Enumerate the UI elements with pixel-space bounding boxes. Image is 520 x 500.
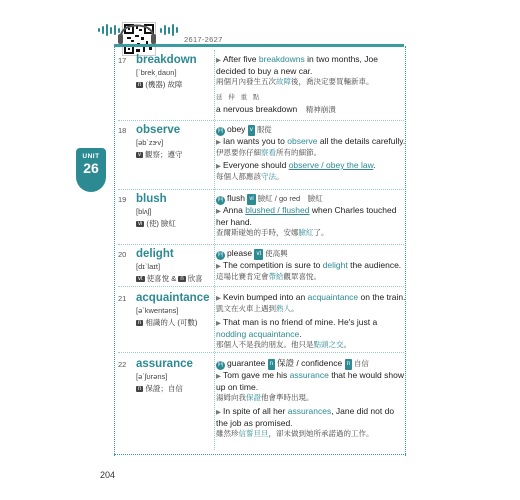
bullet-icon: ▶ — [216, 139, 221, 146]
part-of-speech: n 相識的人 (可數) — [138, 318, 198, 327]
headword: observe — [136, 124, 181, 136]
extension-label: 延 伸 重 點 — [216, 94, 262, 101]
vocab-entry: 17 breakdown [ˋbrek͵daʊn] n (機器) 故障 ▶ After five breakdowns in two months, Joe decided to buy a new car. 兩個月內發生五次故障後，喬決定要買輛新車。 延 伸 重 點 a nervous breakdown 精神崩潰 — [118, 54, 404, 120]
part-of-speech: vt 使喜悅 & n 欣喜 — [138, 274, 203, 283]
phonetic: [blʌʃ] — [136, 207, 152, 216]
vocab-entry: 20 delight [dɪˋlaɪt] vt 使喜悅 & n 欣喜 同 please vt 使高興 ▶ The competition is sure to delight the audience. 這場比賽肯定會帶給觀眾喜悅。 — [118, 248, 404, 284]
phonetic: [əˋʃʊrəns] — [136, 372, 168, 381]
phonetic: [əbˋzɝv] — [136, 138, 164, 147]
bullet-icon: ▶ — [216, 263, 221, 270]
bullet-icon: ▶ — [216, 163, 221, 170]
part-of-speech: v 觀察；遵守 — [138, 150, 183, 159]
part-of-speech: n (機器) 故障 — [138, 80, 183, 89]
left-border — [114, 46, 115, 456]
entry-divider — [118, 352, 404, 353]
synonym-icon: 同 — [217, 362, 224, 368]
page-header — [98, 20, 408, 46]
synonym-icon: 同 — [217, 128, 224, 134]
headword: delight — [136, 248, 174, 260]
bottom-border — [114, 454, 406, 455]
page-number: 204 — [100, 470, 116, 480]
example-sentence: 同 please vt 使高興 ▶ The competition is sure to delight the audience. 這場比賽肯定會帶給觀眾喜悅。 — [216, 248, 402, 281]
example-sentence: ▶ After five breakdowns in two months, Joe decided to buy a new car. 兩個月內發生五次故障後，喬決定要買輛新車。 延 伸 重 點 a nervous breakdown 精神崩潰 — [216, 54, 406, 115]
example-sentence: 同 guarantee n 保證 / confidence n 自信 ▶ Tom gave me his assurance that he would show up on time. 湯姆向我保證他會準時出現。 ▶ In spite of all her assurances, Jane did not do the job as promised. 雖然珍信誓旦旦，卻未做到她所承諾過的工作。 — [216, 358, 404, 438]
headword: acquaintance — [136, 292, 210, 304]
vocab-entry: 18 observe [əbˋzɝv] v 觀察；遵守 同 obey v 服從 ▶ Ian wants you to observe all the details carefully. 伊恩要你仔細察看所有的細節。 ▶ Everyone should observe / obey the law. 每個人都應該守法。 — [118, 124, 404, 190]
entry-divider — [118, 189, 404, 190]
headword: blush — [136, 193, 167, 205]
bullet-icon: ▶ — [216, 208, 221, 215]
bullet-icon: ▶ — [216, 320, 221, 327]
bullet-icon: ▶ — [216, 409, 221, 416]
synonym-icon: 同 — [217, 252, 224, 258]
vocab-entry: 19 blush [blʌʃ] vi (使) 臉紅 同 flush vi 臉紅 / go red 臉紅 ▶ Anna blushed / flushed when Charles touched her hand. 查爾斯碰她的手時，安娜臉紅了。 — [118, 193, 404, 243]
headword: assurance — [136, 358, 193, 370]
bullet-icon: ▶ — [216, 57, 221, 64]
soundwave-icon — [98, 24, 120, 36]
top-rule — [114, 44, 404, 47]
entry-divider — [118, 244, 404, 245]
phonetic: [əˋkwentəns] — [136, 306, 179, 315]
track-range: 2617-2627 — [184, 35, 223, 44]
example-sentence: 同 obey v 服從 ▶ Ian wants you to observe all the details carefully. 伊恩要你仔細察看所有的細節。 ▶ Everyone should observe / obey the law. 每個人都應該守法。 — [216, 124, 406, 181]
bullet-icon: ▶ — [216, 295, 221, 302]
vocab-entry: 21 acquaintance [əˋkwentəns] n 相識的人 (可數) ▶ Kevin bumped into an acquaintance on the train. 凱文在火車上遇到熟人。 ▶ That man is no friend of mine. He's just a nodding acquaintance. 那個人不是我的朋友。他只是點頭之交。 — [118, 292, 404, 352]
bullet-icon: ▶ — [216, 373, 221, 380]
phonetic: [dɪˋlaɪt] — [136, 262, 161, 271]
synonym-icon: 同 — [217, 197, 224, 203]
entry-divider — [118, 286, 404, 287]
part-of-speech: vi (使) 臉紅 — [138, 219, 176, 228]
phonetic: [ˋbrek͵daʊn] — [136, 68, 177, 77]
headword: breakdown — [136, 54, 197, 66]
unit-tab[interactable]: UNIT 26 — [76, 148, 106, 192]
entry-divider — [118, 120, 404, 121]
vocab-entry: 22 assurance [əˋʃʊrəns] n 保證；自信 同 guarantee n 保證 / confidence n 自信 ▶ Tom gave me his assurance that he would show up on time. 湯姆向我保證他會準時出現。 ▶ In spite of all her assurances, Jane did not do the job as promised. 雖然珍信誓旦旦，卻未做到她所承諾過的工作。 — [118, 358, 404, 448]
part-of-speech: n 保證；自信 — [138, 384, 183, 393]
example-sentence: 同 flush vi 臉紅 / go red 臉紅 ▶ Anna blushed / flushed when Charles touched her hand. 查爾斯碰她的手時，安娜臉紅了。 — [216, 193, 397, 237]
example-sentence: ▶ Kevin bumped into an acquaintance on the train. 凱文在火車上遇到熟人。 ▶ That man is no friend of mine. He's just a nodding acquaintance. 那個人不是我的朋友。他只是點頭之交。 — [216, 292, 406, 349]
